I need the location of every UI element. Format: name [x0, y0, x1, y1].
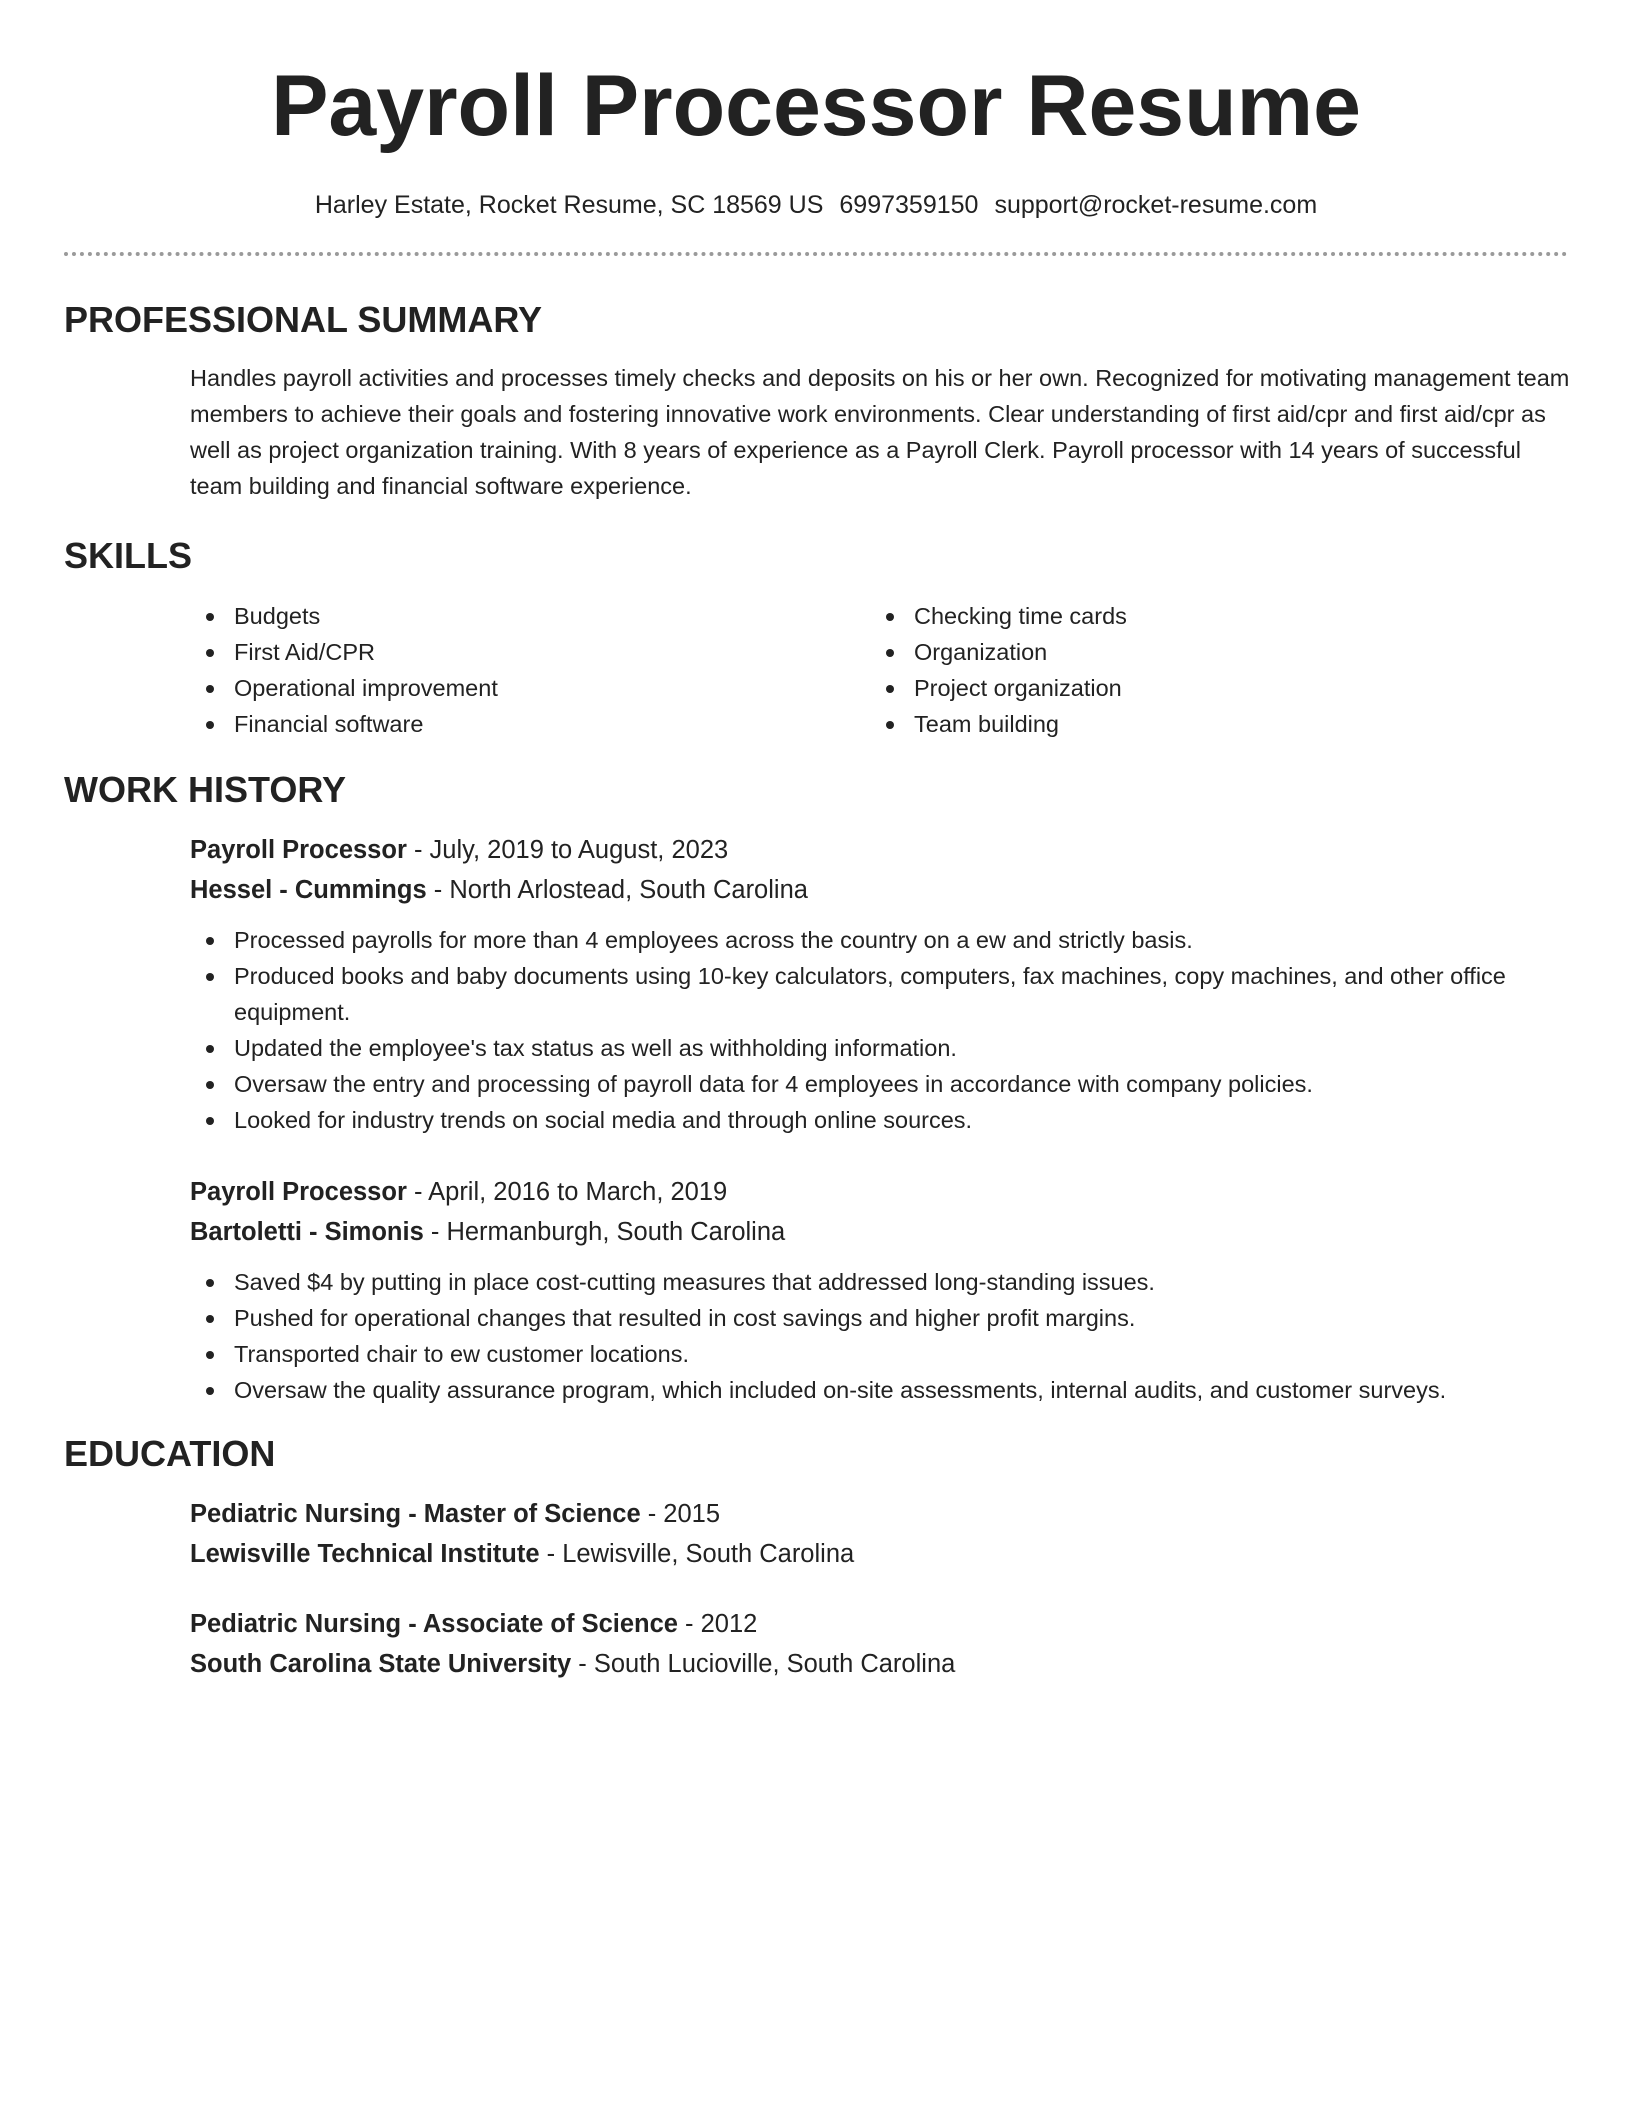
job-bullets	[190, 1264, 1568, 1408]
skills-column-left	[190, 598, 870, 742]
job-bullet: Processed payrolls for more than 4 employees across the country on a ew and strictly basis.	[190, 922, 1574, 958]
contact-email[interactable]: support@rocket-resume.com	[994, 191, 1318, 219]
job-bullet: Saved $4 by putting in place cost-cutting measures that addressed long-standing issues.	[190, 1264, 1574, 1300]
skill-item: Organization	[870, 634, 1550, 670]
skill-item: Operational improvement	[190, 670, 870, 706]
job-bullet: Looked for industry trends on social media and through online sources.	[190, 1102, 1574, 1138]
contact-line	[64, 190, 1568, 220]
job-location: - Hermanburgh, South Carolina	[423, 1218, 786, 1246]
education-school-line	[190, 1534, 1568, 1574]
job-company: Bartoletti - Simonis	[190, 1218, 424, 1246]
skills-grid	[190, 598, 1568, 742]
job-dates: - July, 2019 to August, 2023	[406, 836, 729, 864]
job-entry	[190, 830, 1568, 1138]
education-degree: Pediatric Nursing - Associate of Science	[190, 1610, 678, 1638]
education-entry	[190, 1604, 1568, 1684]
job-bullet: Pushed for operational changes that resulted in cost savings and higher profit margins.	[190, 1300, 1574, 1336]
education-location: - South Lucioville, South Carolina	[571, 1650, 956, 1678]
education-school-line	[190, 1644, 1568, 1684]
resume-page	[64, 0, 1568, 1684]
education-school: South Carolina State University	[190, 1650, 572, 1678]
job-role-line	[190, 830, 1568, 870]
skill-item: Checking time cards	[870, 598, 1550, 634]
skill-item: Financial software	[190, 706, 870, 742]
skill-item: Team building	[870, 706, 1550, 742]
job-bullet: Oversaw the quality assurance program, which included on-site assessments, internal audits, and customer surveys.	[190, 1372, 1574, 1408]
contact-phone: 6997359150	[839, 191, 979, 219]
header-divider	[64, 252, 1568, 256]
skill-item: Budgets	[190, 598, 870, 634]
job-company-line	[190, 1212, 1568, 1252]
job-role-line	[190, 1172, 1568, 1212]
education-year: - 2015	[640, 1500, 721, 1528]
education-degree-line	[190, 1494, 1568, 1534]
section-title-work-history: WORK HISTORY	[64, 769, 347, 810]
contact-address: Harley Estate, Rocket Resume, SC 18569 US	[314, 191, 824, 219]
section-title-skills: SKILLS	[64, 535, 193, 576]
education-entry	[190, 1494, 1568, 1574]
job-location: - North Arlostead, South Carolina	[426, 876, 808, 904]
section-title-summary: PROFESSIONAL SUMMARY	[64, 299, 543, 340]
education-degree-line	[190, 1604, 1568, 1644]
resume-title: Payroll Processor Resume	[271, 58, 1361, 154]
education-school: Lewisville Technical Institute	[190, 1540, 540, 1568]
job-company: Hessel - Cummings	[190, 876, 427, 904]
skills-column-right	[870, 598, 1550, 742]
job-bullet: Updated the employee's tax status as well as withholding information.	[190, 1030, 1574, 1066]
job-bullet: Produced books and baby documents using 10-key calculators, computers, fax machines, copy machines, and other office equipment.	[190, 958, 1574, 1030]
job-dates: - April, 2016 to March, 2019	[406, 1178, 728, 1206]
education-degree: Pediatric Nursing - Master of Science	[190, 1500, 641, 1528]
job-bullets	[190, 922, 1568, 1138]
job-role: Payroll Processor	[190, 1178, 407, 1206]
job-company-line	[190, 870, 1568, 910]
job-entry	[190, 1172, 1568, 1408]
job-role: Payroll Processor	[190, 836, 407, 864]
summary-text: Handles payroll activities and processes timely checks and deposits on his or her own. Recognized for motivating management team members to achieve their goals and fostering innovative work environments. Clear understanding of first aid/cpr and first aid/cpr as well as project organization training. With 8 years of experience as a Payroll Clerk. Payroll processor with 14 years of successful team building and financial software experience.	[190, 365, 1570, 499]
education-year: - 2012	[677, 1610, 758, 1638]
skill-item: Project organization	[870, 670, 1550, 706]
job-bullet: Oversaw the entry and processing of payroll data for 4 employees in accordance with company policies.	[190, 1066, 1574, 1102]
education-location: - Lewisville, South Carolina	[539, 1540, 855, 1568]
section-title-education: EDUCATION	[64, 1433, 276, 1474]
job-bullet: Transported chair to ew customer locations.	[190, 1336, 1574, 1372]
skill-item: First Aid/CPR	[190, 634, 870, 670]
